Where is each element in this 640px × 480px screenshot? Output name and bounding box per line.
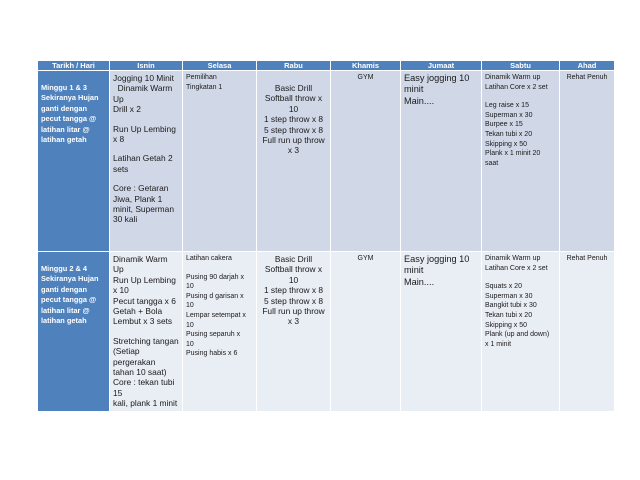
cell-line: minit xyxy=(404,265,424,276)
cell-line: Basic Drill xyxy=(274,83,313,93)
ahad-cell xyxy=(560,252,615,412)
cell-line: Jiwa, Plank 1 xyxy=(113,193,163,204)
cell-line: Plank (up and down) xyxy=(485,331,550,339)
cell-line: Skipping x 50 xyxy=(485,321,528,329)
cell-line: 10 xyxy=(288,103,299,114)
header-jumaat: Jumaat xyxy=(401,61,482,71)
cell-line: Full run up throw xyxy=(262,135,325,146)
cell-line: x 3 xyxy=(287,145,300,156)
cell-line: Run Up Lembing xyxy=(113,123,176,134)
cell-line: ganti dengan xyxy=(41,103,87,113)
cell-line: Tingkatan 1 xyxy=(186,83,223,91)
cell-line: tahan 10 saat) xyxy=(113,367,167,378)
cell-line: Full run up throw xyxy=(262,306,325,317)
header-sabtu: Sabtu xyxy=(482,61,560,71)
isnin-cell xyxy=(110,71,183,252)
cell-line: 30 kali xyxy=(113,214,138,225)
cell-line: minit, Superman xyxy=(113,204,174,215)
cell-line: Rehat Penuh xyxy=(566,255,608,262)
cell-line: Up xyxy=(113,264,124,275)
cell-line: x 1 minit xyxy=(485,340,512,348)
cell-line: Lembut x 3 sets xyxy=(113,316,173,327)
cell-line: Stretching tangan xyxy=(113,335,179,346)
cell-line: x 10 xyxy=(113,285,129,296)
cell-line: Sekiranya Hujan xyxy=(41,274,99,284)
cell-line: latihan litar @ xyxy=(41,305,90,315)
cell-line: minit xyxy=(404,84,424,95)
cell-line: Squats x 20 xyxy=(485,283,522,291)
sabtu-cell xyxy=(482,71,560,252)
isnin-cell xyxy=(110,252,183,412)
cell-line: Latihan cakera xyxy=(186,255,232,262)
cell-line: Leg raise x 15 xyxy=(485,102,529,110)
cell-line: Dinamik Warm xyxy=(113,83,173,94)
cell-line xyxy=(113,327,179,336)
jumaat-cell xyxy=(401,71,482,252)
cell-line: Core : tekan tubi 15 xyxy=(113,377,177,398)
header-khamis: Khamis xyxy=(331,61,401,71)
jumaat-cell xyxy=(401,252,482,412)
header-isnin: Isnin xyxy=(110,61,183,71)
cell-line: latihan getah xyxy=(41,316,87,326)
cell-line: Minggu 1 & 3 xyxy=(41,83,87,92)
cell-line: GYM xyxy=(357,74,374,81)
cell-line: 10 xyxy=(186,340,194,348)
cell-line: Latihan Core x 2 set xyxy=(485,264,548,272)
cell-line: Superman x 30 xyxy=(485,292,533,300)
ahad-cell xyxy=(560,71,615,252)
header-selasa: Selasa xyxy=(183,61,257,71)
cell-line: Plank x 1 minit 20 xyxy=(485,150,541,158)
cell-line: kali, plank 1 minit xyxy=(113,398,178,409)
cell-line xyxy=(113,174,179,183)
cell-line xyxy=(485,92,556,101)
rabu-cell xyxy=(257,71,331,252)
cell-line: Pusing separuh x xyxy=(186,331,241,339)
table-row xyxy=(38,71,615,252)
cell-line: Getah + Bola xyxy=(113,306,163,317)
cell-line: Pecut tangga x 6 xyxy=(113,295,176,306)
cell-line: 5 step throw x 8 xyxy=(263,124,324,135)
cell-line: latihan litar @ xyxy=(41,124,90,134)
header-row xyxy=(38,61,615,71)
cell-line: Softball throw x xyxy=(264,264,323,275)
header-rabu: Rabu xyxy=(257,61,331,71)
sabtu-cell xyxy=(482,252,560,412)
cell-line: Dinamik Warm up xyxy=(485,255,541,262)
cell-line: pecut tangga @ xyxy=(41,114,97,124)
cell-line: Main.... xyxy=(404,276,435,287)
cell-line: Main.... xyxy=(404,95,435,106)
week-label-cell xyxy=(38,252,110,412)
cell-line: sets xyxy=(113,163,129,174)
selasa-cell xyxy=(183,71,257,252)
cell-line: ganti dengan xyxy=(41,284,87,294)
cell-line: x 3 xyxy=(287,316,300,327)
cell-line: Minggu 2 & 4 xyxy=(41,264,87,273)
cell-line: Core : Getaran xyxy=(113,183,169,194)
cell-line: Easy jogging 10 xyxy=(404,73,470,83)
cell-line: (Setiap pergerakan xyxy=(113,346,156,367)
cell-line: Rehat Penuh xyxy=(566,74,608,81)
cell-line: Skipping x 50 xyxy=(485,140,528,148)
cell-line: Drill x 2 xyxy=(113,104,141,115)
cell-line: Sekiranya Hujan xyxy=(41,93,99,103)
training-schedule-table xyxy=(37,60,615,412)
week-label-cell xyxy=(38,71,110,252)
cell-line: Latihan Core x 2 set xyxy=(485,83,548,91)
cell-line: Jogging 10 Minit xyxy=(113,73,174,83)
cell-line xyxy=(186,264,253,273)
cell-line: x 8 xyxy=(113,134,125,145)
cell-line: Tekan tubi x 20 xyxy=(485,311,533,319)
cell-line: Pusing 90 darjah x xyxy=(186,273,244,281)
rabu-cell xyxy=(257,252,331,412)
cell-line: Run Up Lembing xyxy=(113,274,176,285)
header-tarikh: Tarikh / Hari xyxy=(38,61,110,71)
cell-line: Tekan tubi x 20 xyxy=(485,130,533,138)
cell-line xyxy=(485,273,556,282)
cell-line: Basic Drill xyxy=(274,254,313,264)
cell-line: latihan getah xyxy=(41,135,87,145)
cell-line: 10 xyxy=(186,302,194,310)
header-ahad: Ahad xyxy=(560,61,615,71)
cell-line: 10 xyxy=(186,283,194,291)
cell-line: saat xyxy=(485,159,499,167)
cell-line: Bangkit tubi x 30 xyxy=(485,302,537,310)
cell-line xyxy=(113,115,179,124)
cell-line: Pusing habis x 6 xyxy=(186,350,238,358)
table-row xyxy=(38,252,615,412)
khamis-cell xyxy=(331,71,401,252)
cell-line: Up xyxy=(113,93,124,104)
cell-line: GYM xyxy=(357,255,374,262)
khamis-cell xyxy=(331,252,401,412)
cell-line: 1 step throw x 8 xyxy=(263,114,324,125)
cell-line: Dinamik Warm up xyxy=(485,74,541,81)
cell-line: Softball throw x xyxy=(264,93,323,104)
cell-line: pecut tangga @ xyxy=(41,295,97,305)
cell-line: Easy jogging 10 xyxy=(404,254,470,264)
cell-line: 10 xyxy=(186,321,194,329)
cell-line: 10 xyxy=(288,274,299,285)
cell-line: Lempar setempat x xyxy=(186,311,246,319)
cell-line: Pusing d garisan x xyxy=(186,292,244,300)
cell-line: Pemilihan xyxy=(186,74,217,81)
cell-line: Superman x 30 xyxy=(485,111,533,119)
cell-line: Burpee x 15 xyxy=(485,121,523,129)
selasa-cell xyxy=(183,252,257,412)
cell-line: 5 step throw x 8 xyxy=(263,295,324,306)
cell-line: 1 step throw x 8 xyxy=(263,285,324,296)
cell-line: Dinamik Warm xyxy=(113,254,168,264)
cell-line: Latihan Getah 2 xyxy=(113,153,173,164)
cell-line xyxy=(113,144,179,153)
